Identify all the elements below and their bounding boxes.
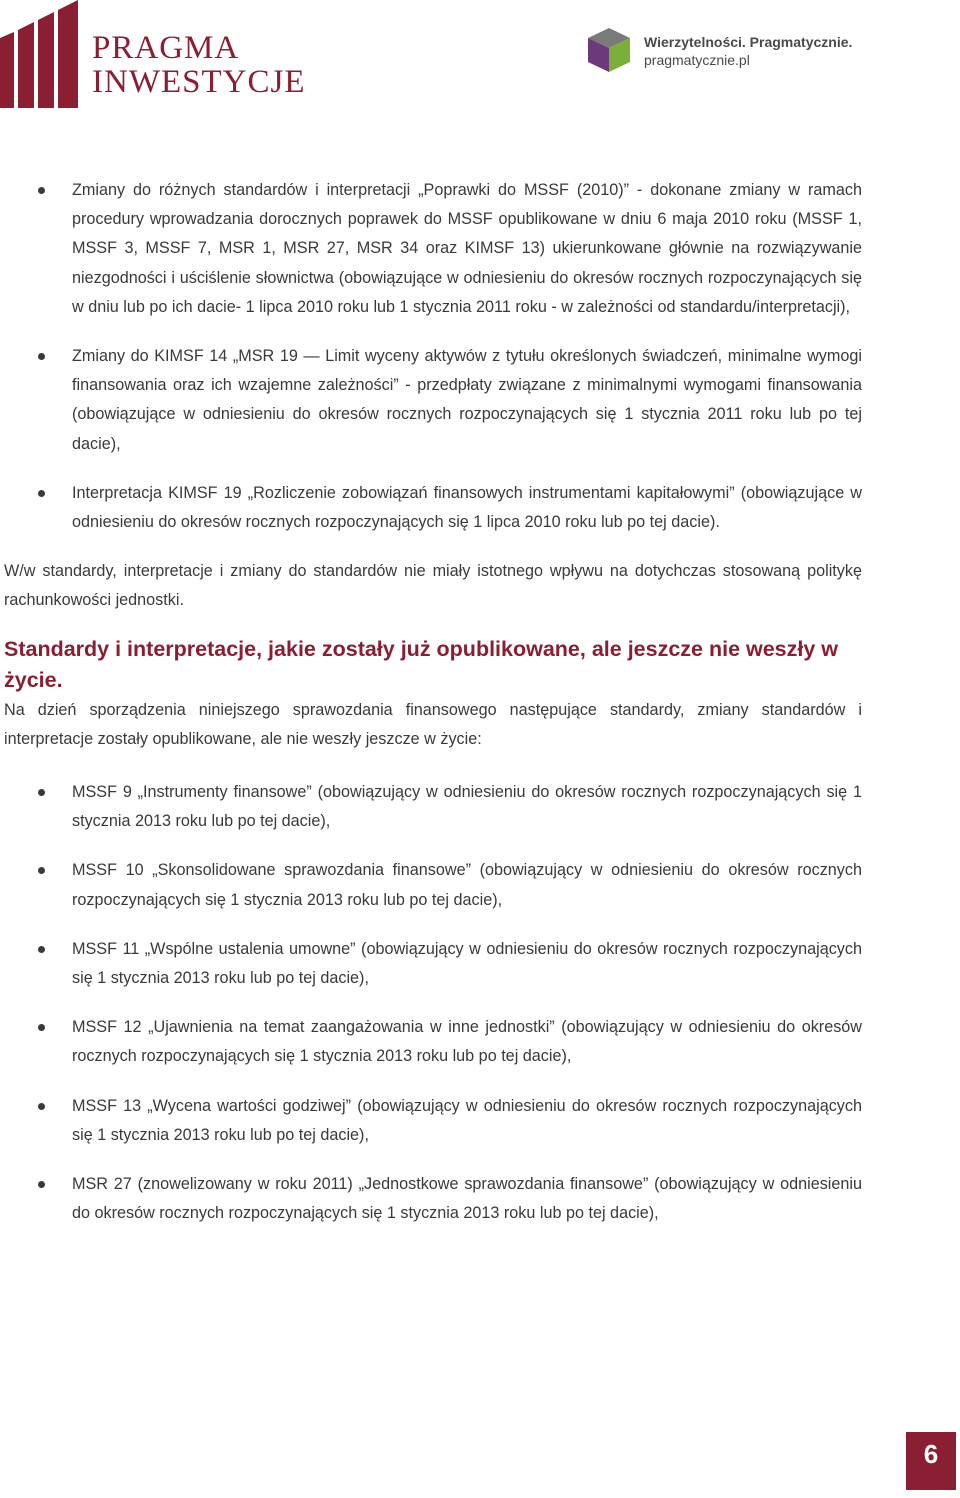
bullet-list-1	[4, 176, 862, 537]
bullet-icon	[38, 946, 45, 953]
logo-site: pragmatycznie.pl	[644, 52, 750, 68]
list-item	[4, 778, 862, 836]
bullet-icon	[38, 490, 45, 497]
list-item-text: MSSF 13 „Wycena wartości godziwej” (obowiązujący w odniesieniu do okresów rocznych rozpoczynających się 1 stycznia 2013 roku lub po tej dacie),	[72, 1096, 862, 1144]
bullet-icon	[38, 353, 45, 360]
bullet-list-2	[4, 778, 862, 1228]
list-item-text: Zmiany do różnych standardów i interpretacji „Poprawki do MSSF (2010)” - dokonane zmiany w ramach procedury wprowadzania dorocznych poprawek do MSSF opublikowane w dniu 6 maja 2010 roku (MSSF 1, MSSF 3, MSSF 7, MSR 1, MSR 27, MSR 34 oraz KIMSF 13) ukierunkowane głównie na rozwiązywanie niezgodności i uściślenie słownictwa (obowiązujące w odniesieniu do okresów rocznych rozpoczynających się w dniu lub po ich dacie- 1 lipca 2010 roku lub 1 stycznia 2011 roku - w zależności od standardu/interpretacji),	[72, 181, 862, 316]
list-item	[4, 1013, 862, 1071]
page-number: 6	[906, 1432, 956, 1490]
section-heading: Standardy i interpretacje, jakie zostały już opublikowane, ale jeszcze nie weszły w życie.	[4, 636, 839, 692]
bullet-icon	[38, 1103, 45, 1110]
bullet-icon	[38, 1024, 45, 1031]
list-item	[4, 1170, 862, 1228]
paragraph: W/w standardy, interpretacje i zmiany do standardów nie miały istotnego wpływu na dotychczas stosowaną politykę rachunkowości jednostki.	[4, 562, 862, 610]
list-item-text: MSSF 9 „Instrumenty finansowe” (obowiązujący w odniesieniu do okresów rocznych rozpoczynających się 1 stycznia 2013 roku lub po tej dacie),	[72, 783, 862, 831]
pragma-logo	[0, 0, 306, 110]
paragraph: Na dzień sporządzenia niniejszego sprawozdania finansowego następujące standardy, zmiany standardów i interpretacje zostały opublikowane, ale nie weszły jeszcze w życie:	[4, 700, 862, 748]
logo-tagline: Wierzytelności. Pragmatycznie.	[644, 34, 853, 50]
list-item-text: MSR 27 (znowelizowany w roku 2011) „Jednostkowe sprawozdania finansowe” (obowiązujący w odniesieniu do okresów rocznych rozpoczynających się 1 stycznia 2013 roku lub po tej dacie),	[72, 1175, 862, 1223]
cube-logo-icon	[580, 22, 638, 80]
list-item	[4, 935, 862, 993]
list-item-text: MSSF 11 „Wspólne ustalenia umowne” (obowiązujący w odniesieniu do okresów rocznych rozpoczynających się 1 stycznia 2013 roku lub po tej dacie),	[72, 939, 862, 988]
logo-text-line1: PRAGMA	[92, 30, 240, 66]
list-item	[4, 1092, 862, 1150]
document-body	[4, 176, 862, 1248]
bullet-icon	[38, 1181, 45, 1188]
logo-text-line2: INWESTYCJE	[92, 64, 306, 100]
building-logo-icon	[0, 0, 90, 108]
list-item-text: MSSF 10 „Skonsolidowane sprawozdania finansowe” (obowiązujący w odniesieniu do okresów rocznych rozpoczynających się 1 stycznia 2013 roku lub po tej dacie),	[72, 861, 862, 909]
list-item	[4, 176, 862, 322]
list-item	[4, 342, 862, 459]
bullet-icon	[38, 187, 45, 194]
list-item-text: MSSF 12 „Ujawnienia na temat zaangażowania w inne jednostki” (obowiązujący w odniesieniu do okresów rocznych rozpoczynających się 1 stycznia 2013 roku lub po tej dacie),	[72, 1018, 862, 1066]
bullet-icon	[38, 867, 45, 874]
pragmatycznie-logo	[580, 22, 880, 82]
list-item-text: Zmiany do KIMSF 14 „MSR 19 — Limit wyceny aktywów z tytułu określonych świadczeń, minimalne wymogi finansowania oraz ich wzajemne zależności” - przedpłaty związane z minimalnymi wymogami finansowania (obowiązujące w odniesieniu do okresów rocznych rozpoczynających się 1 stycznia 2011 roku lub po tej dacie),	[72, 347, 862, 453]
list-item-text: Interpretacja KIMSF 19 „Rozliczenie zobowiązań finansowych instrumentami kapitałowymi” (obowiązujące w odniesieniu do okresów rocznych rozpoczynających się 1 lipca 2010 roku lub po tej dacie).	[72, 483, 862, 532]
bullet-icon	[38, 789, 45, 796]
list-item	[4, 479, 862, 537]
list-item	[4, 856, 862, 914]
